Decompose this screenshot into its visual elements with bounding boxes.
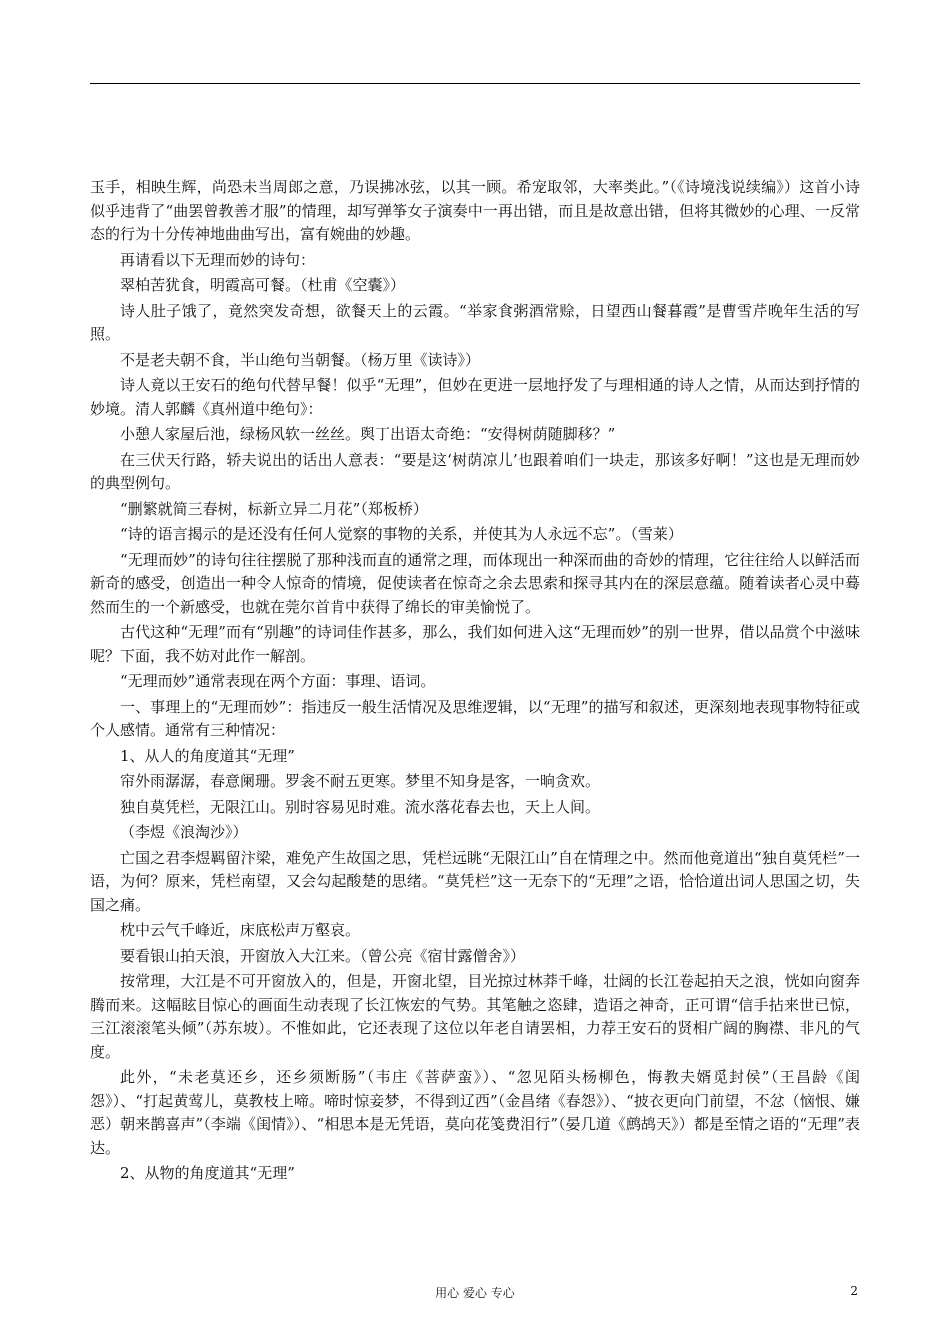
paragraph: 在三伏天行路，轿夫说出的话出人意表：“要是这‘树荫凉儿’也跟着咱们一块走，那该多好啊！”这也是无理而妙的典型例句。 — [90, 450, 860, 492]
poem-line: 帘外雨潺潺，春意阑珊。罗衾不耐五更寒。梦里不知身是客，一晌贪欢。 — [120, 772, 601, 790]
poem-line: 独自莫凭栏，无限江山。别时容易见时难。流水落花春去也，天上人间。 — [120, 797, 601, 816]
paragraph: 亡国之君李煜羁留汴梁，难免产生故国之思，凭栏远眺“无限江山”自在情理之中。然而他竟道出“独自莫凭栏”一语，为何？原来，凭栏南望，又会勾起酸楚的思绪。“莫凭栏”这一无奈下的“无理”之语，恰恰道出词人思国之切，失国之痛。 — [90, 848, 860, 914]
poem-line: 小憩人家屋后池，绿杨风软一丝丝。舆丁出语太奇绝：“安得树荫随脚移？” — [120, 425, 616, 443]
header-rule — [90, 83, 860, 84]
paragraph: 玉手，相映生辉，尚恐未当周郎之意，乃误拂冰弦，以其一顾。希宠取邻，大率类此。”（《诗境浅说续编》）这首小诗似乎违背了“曲罢曾教善才服”的情理，却写弹筝女子演奏中一再出错，而且是故意出错，但将其微妙的心理、一反常态的行为十分传神地曲曲写出，富有婉曲的妙趣。 — [90, 178, 860, 243]
document-body — [90, 176, 860, 1186]
poem-source: （李煜《浪淘沙》） — [120, 823, 248, 841]
poem-line: 不是老夫朝不食，半山绝句当朝餐。（杨万里《读诗》） — [120, 350, 481, 369]
footer-slogan: 用心 爱心 专心 — [435, 1286, 515, 1300]
page-number: 2 — [850, 1284, 858, 1298]
poem-line: 要看银山拍天浪，开窗放入大江来。（曾公亮《宿甘露僧舍》） — [120, 946, 526, 965]
paragraph: 再请看以下无理而妙的诗句： — [120, 250, 316, 269]
paragraph: 此外，“未老莫还乡，还乡须断肠”（韦庄《菩萨蛮》）、“忽见陌头杨柳色，悔教夫婿觅封侯”（王昌龄《闺怨》）、“打起黄莺儿，莫教枝上啼。啼时惊妾梦，不得到辽西”（金昌绪《春怨》）、“披衣更向门前望，不忿（恼恨、嫌恶）朝来鹊喜声”（李端《闺情》）、“相思本是无凭语，莫向花笺费泪行”（晏几道《鹧鸪天》）都是至情之语的“无理”表达。 — [90, 1068, 860, 1157]
paragraph: 诗人竟以王安石的绝句代替早餐！似乎“无理”，但妙在更进一层地抒发了与理相通的诗人之情，从而达到抒情的妙境。清人郭麟《真州道中绝句》： — [90, 376, 860, 418]
subsection-heading: 1、从人的角度道其“无理” — [120, 746, 295, 765]
paragraph: 古代这种“无理”而有“别趣”的诗词佳作甚多，那么，我们如何进入这“无理而妙”的别一世界，借以品赏个中滋味呢？下面，我不妨对此作一解剖。 — [90, 623, 860, 665]
paragraph: 按常理，大江是不可开窗放入的，但是，开窗北望，目光掠过林莽千峰，壮阔的长江卷起拍天之浪，恍如向窗奔腾而来。这幅眩目惊心的画面生动表现了长江恢宏的气势。其笔触之恣肆，造语之神奇，正可谓“信手拈来世已惊，三江滚滚笔头倾”（苏东坡）。不惟如此，它还表现了这位以年老自请罢相，力荐王安石的贤相广阔的胸襟、非凡的气度。 — [90, 972, 860, 1061]
section-heading: 一、事理上的“无理而妙”：指违反一般生活情况及思维逻辑，以“无理”的描写和叙述，更深刻地表现事物特征或个人感情。通常有三种情况： — [90, 697, 860, 739]
quote-line: “诗的语言揭示的是还没有任何人觉察的事物的关系，并使其为人永远不忘”。（雪莱） — [120, 525, 683, 543]
poem-line: 枕中云气千峰近，床底松声万壑哀。 — [120, 921, 361, 939]
subsection-heading: 2、从物的角度道其“无理” — [120, 1164, 295, 1182]
poem-line: 翠柏苦犹食，明霞高可餐。（杜甫《空囊》） — [120, 276, 406, 294]
quote-line: “删繁就简三春树，标新立异二月花”（郑板桥） — [120, 499, 428, 518]
paragraph: “无理而妙”的诗句往往摆脱了那种浅而直的通常之理，而体现出一种深而曲的奇妙的情理，它往往给人以鲜活而新奇的感受，创造出一种令人惊奇的情境，促使读者在惊奇之余去思索和探寻其内在的深层意蕴。随着读者心灵中蓦然而生的一个新感受，也就在莞尔首肯中获得了绵长的审美愉悦了。 — [90, 550, 860, 616]
paragraph: 诗人肚子饿了，竟然突发奇想，欲餐天上的云霞。“举家食粥酒常赊，日望西山餐暮霞”是曹雪芹晚年生活的写照。 — [90, 301, 860, 343]
paragraph: “无理而妙”通常表现在两个方面：事理、语词。 — [120, 672, 436, 690]
